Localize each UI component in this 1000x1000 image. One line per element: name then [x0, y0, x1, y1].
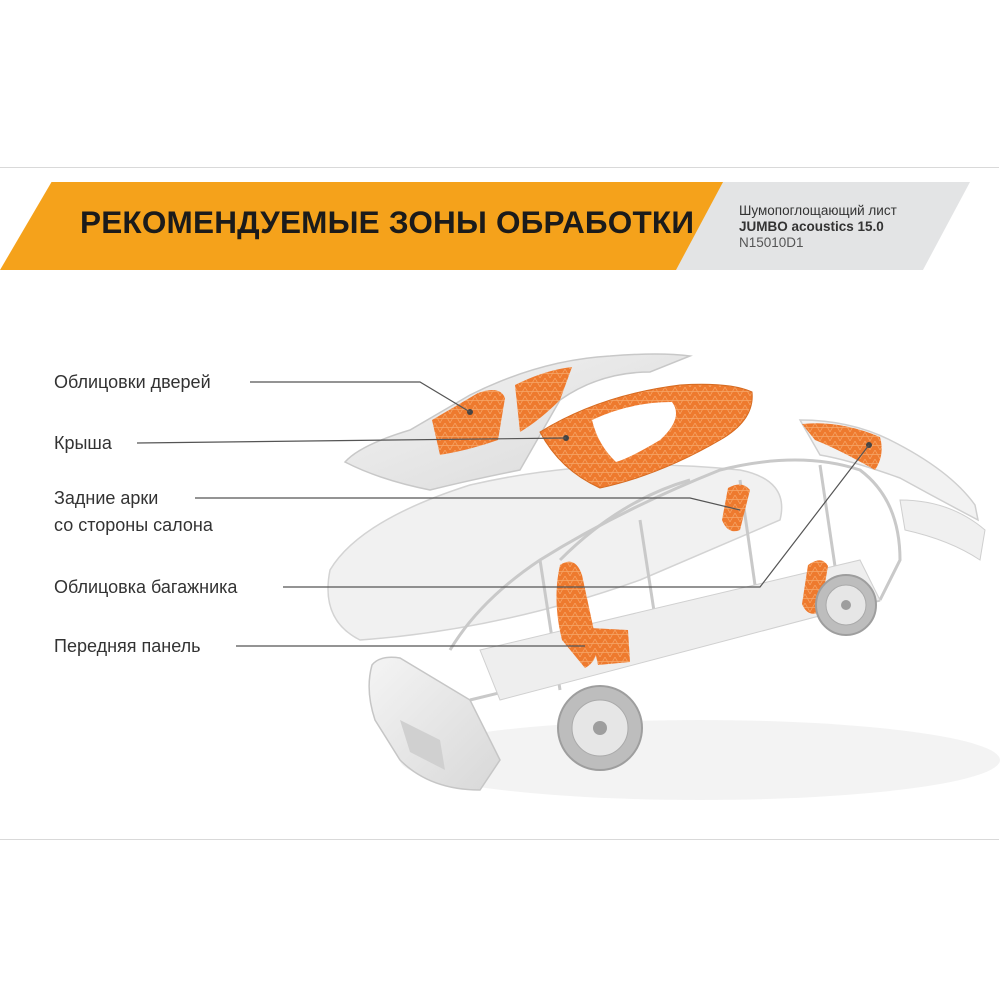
- product-line1: Шумопоглощающий лист: [739, 203, 897, 218]
- label-doors: Облицовки дверей: [54, 372, 211, 392]
- page-title: РЕКОМЕНДУЕМЫЕ ЗОНЫ ОБРАБОТКИ: [80, 204, 695, 240]
- label-trunk: Облицовка багажника: [54, 577, 238, 597]
- product-code: N15010D1: [739, 235, 804, 250]
- label-rear-arches-1: Задние арки: [54, 488, 159, 508]
- label-roof: Крыша: [54, 433, 112, 453]
- product-name: JUMBO acoustics 15.0: [739, 219, 884, 234]
- label-front-panel: Передняя панель: [54, 636, 201, 656]
- rear-wheel: [816, 575, 876, 635]
- label-rear-arches-2: со стороны салона: [54, 515, 213, 535]
- front-wheel: [558, 686, 642, 770]
- front-bumper: [369, 657, 500, 790]
